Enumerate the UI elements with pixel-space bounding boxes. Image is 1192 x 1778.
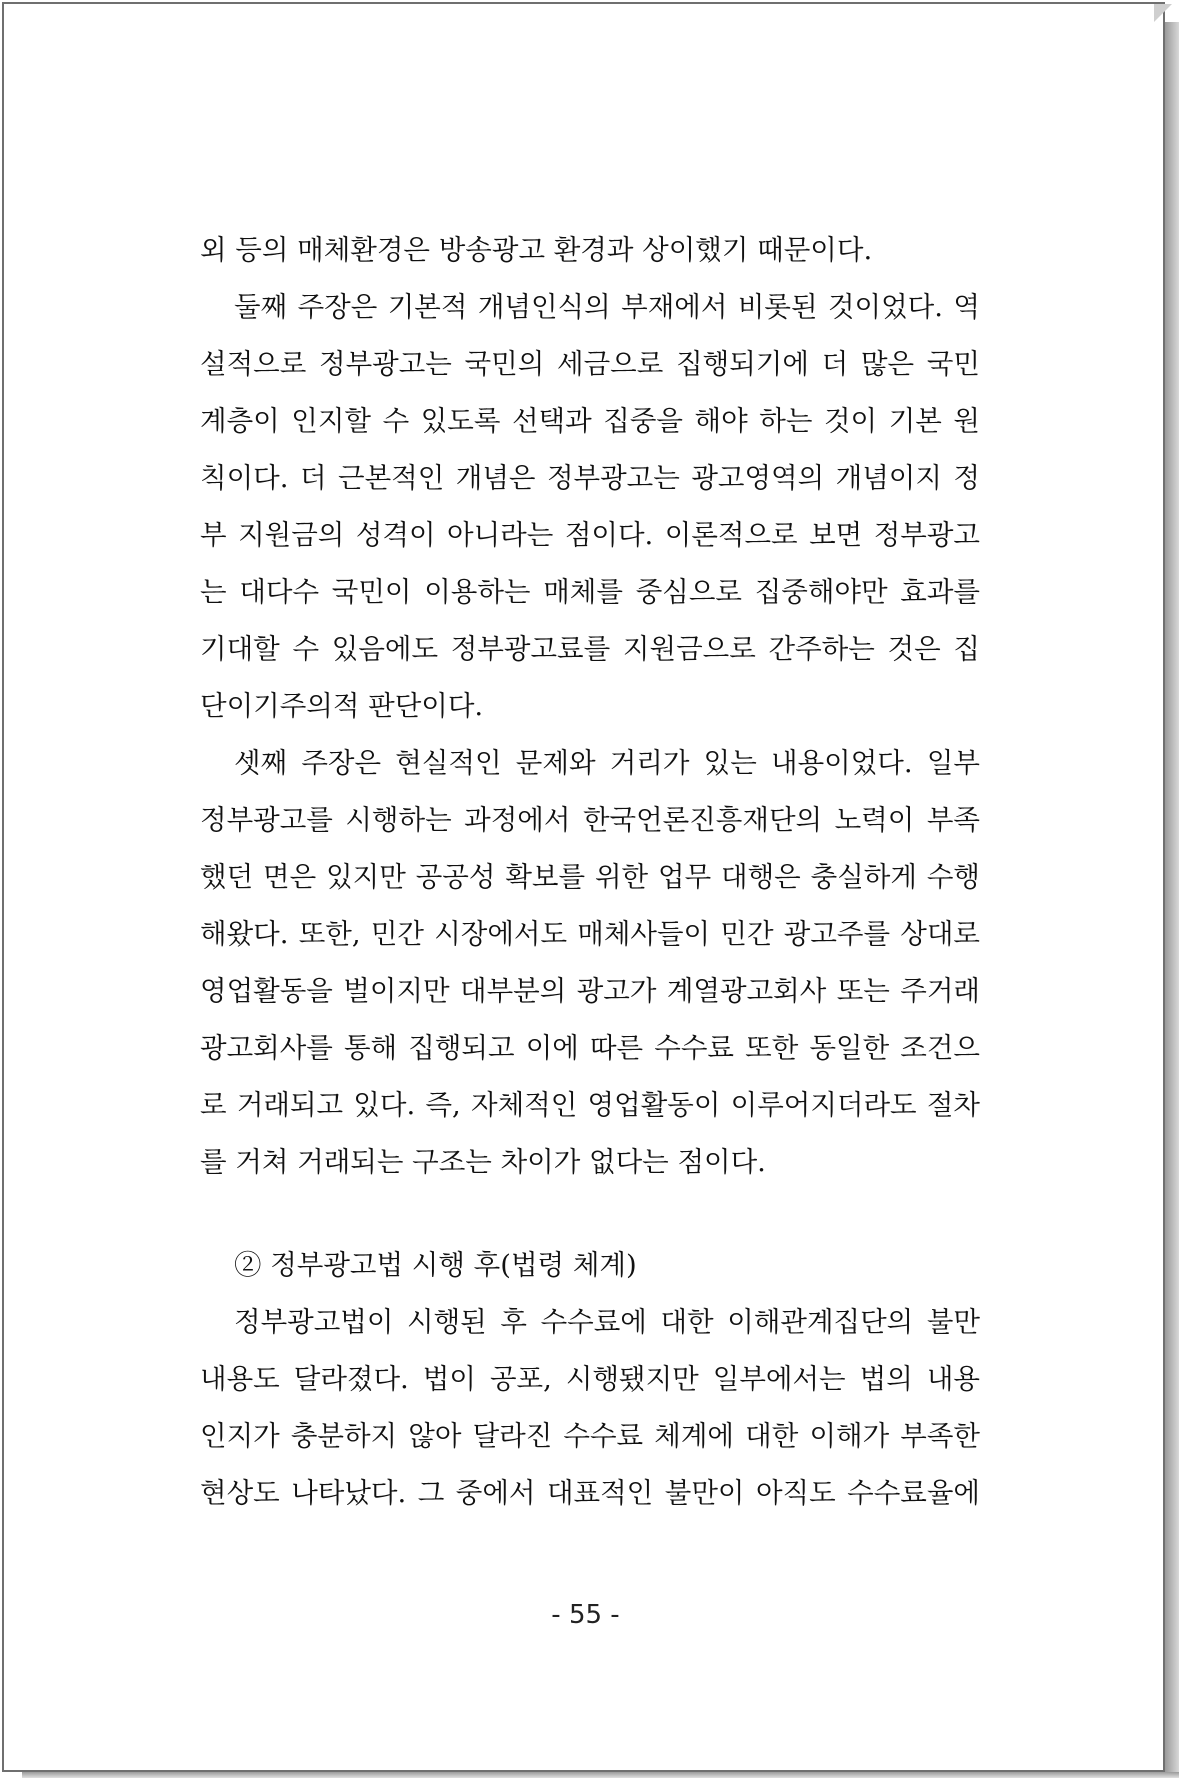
text-line: 는 대다수 국민이 이용하는 매체를 중심으로 집중해야만 효과를 bbox=[200, 576, 980, 608]
text-line: 정부광고를 시행하는 과정에서 한국언론진흥재단의 노력이 부족 bbox=[200, 804, 980, 836]
page-body bbox=[200, 222, 980, 1522]
text-line: 광고회사를 통해 집행되고 이에 따른 수수료 또한 동일한 조건으 bbox=[200, 1032, 980, 1064]
section-spacer bbox=[200, 1191, 980, 1237]
text-line: 인지가 충분하지 않아 달라진 수수료 체계에 대한 이해가 부족한 bbox=[200, 1420, 980, 1452]
page-shadow bbox=[1165, 22, 1179, 1774]
text-line: 현상도 나타났다. 그 중에서 대표적인 불만이 아직도 수수료율에 bbox=[200, 1477, 980, 1509]
text-line: 칙이다. 더 근본적인 개념은 정부광고는 광고영역의 개념이지 정 bbox=[200, 462, 980, 494]
text-line: 설적으로 정부광고는 국민의 세금으로 집행되기에 더 많은 국민 bbox=[200, 348, 980, 380]
text-line: 외 등의 매체환경은 방송광고 환경과 상이했기 때문이다. bbox=[200, 234, 873, 266]
document-page bbox=[2, 2, 1165, 1772]
text-line: 단이기주의적 판단이다. bbox=[200, 690, 484, 722]
page-shadow-bottom bbox=[22, 1772, 1179, 1778]
text-line: 계층이 인지할 수 있도록 선택과 집중을 해야 하는 것이 기본 원 bbox=[200, 405, 980, 437]
text-line: 셋째 주장은 현실적인 문제와 거리가 있는 내용이었다. 일부 bbox=[234, 747, 980, 779]
text-line: 둘째 주장은 기본적 개념인식의 부재에서 비롯된 것이었다. 역 bbox=[234, 291, 980, 323]
page-number: - 55 - bbox=[551, 1600, 620, 1630]
page-fold-corner bbox=[1154, 4, 1172, 22]
text-line: 해왔다. 또한, 민간 시장에서도 매체사들이 민간 광고주를 상대로 bbox=[200, 918, 980, 950]
text-line: 를 거쳐 거래되는 구조는 차이가 없다는 점이다. bbox=[200, 1146, 766, 1178]
text-line: 내용도 달라졌다. 법이 공포, 시행됐지만 일부에서는 법의 내용 bbox=[200, 1363, 980, 1395]
section-heading: ② 정부광고법 시행 후(법령 체계) bbox=[234, 1249, 637, 1281]
text-line: 부 지원금의 성격이 아니라는 점이다. 이론적으로 보면 정부광고 bbox=[200, 519, 980, 551]
text-line: 기대할 수 있음에도 정부광고료를 지원금으로 간주하는 것은 집 bbox=[200, 633, 980, 665]
text-line: 로 거래되고 있다. 즉, 자체적인 영업활동이 이루어지더라도 절차 bbox=[200, 1089, 980, 1121]
text-line: 정부광고법이 시행된 후 수수료에 대한 이해관계집단의 불만 bbox=[234, 1306, 980, 1338]
text-line: 했던 면은 있지만 공공성 확보를 위한 업무 대행은 충실하게 수행 bbox=[200, 861, 980, 893]
text-line: 영업활동을 벌이지만 대부분의 광고가 계열광고회사 또는 주거래 bbox=[200, 975, 980, 1007]
